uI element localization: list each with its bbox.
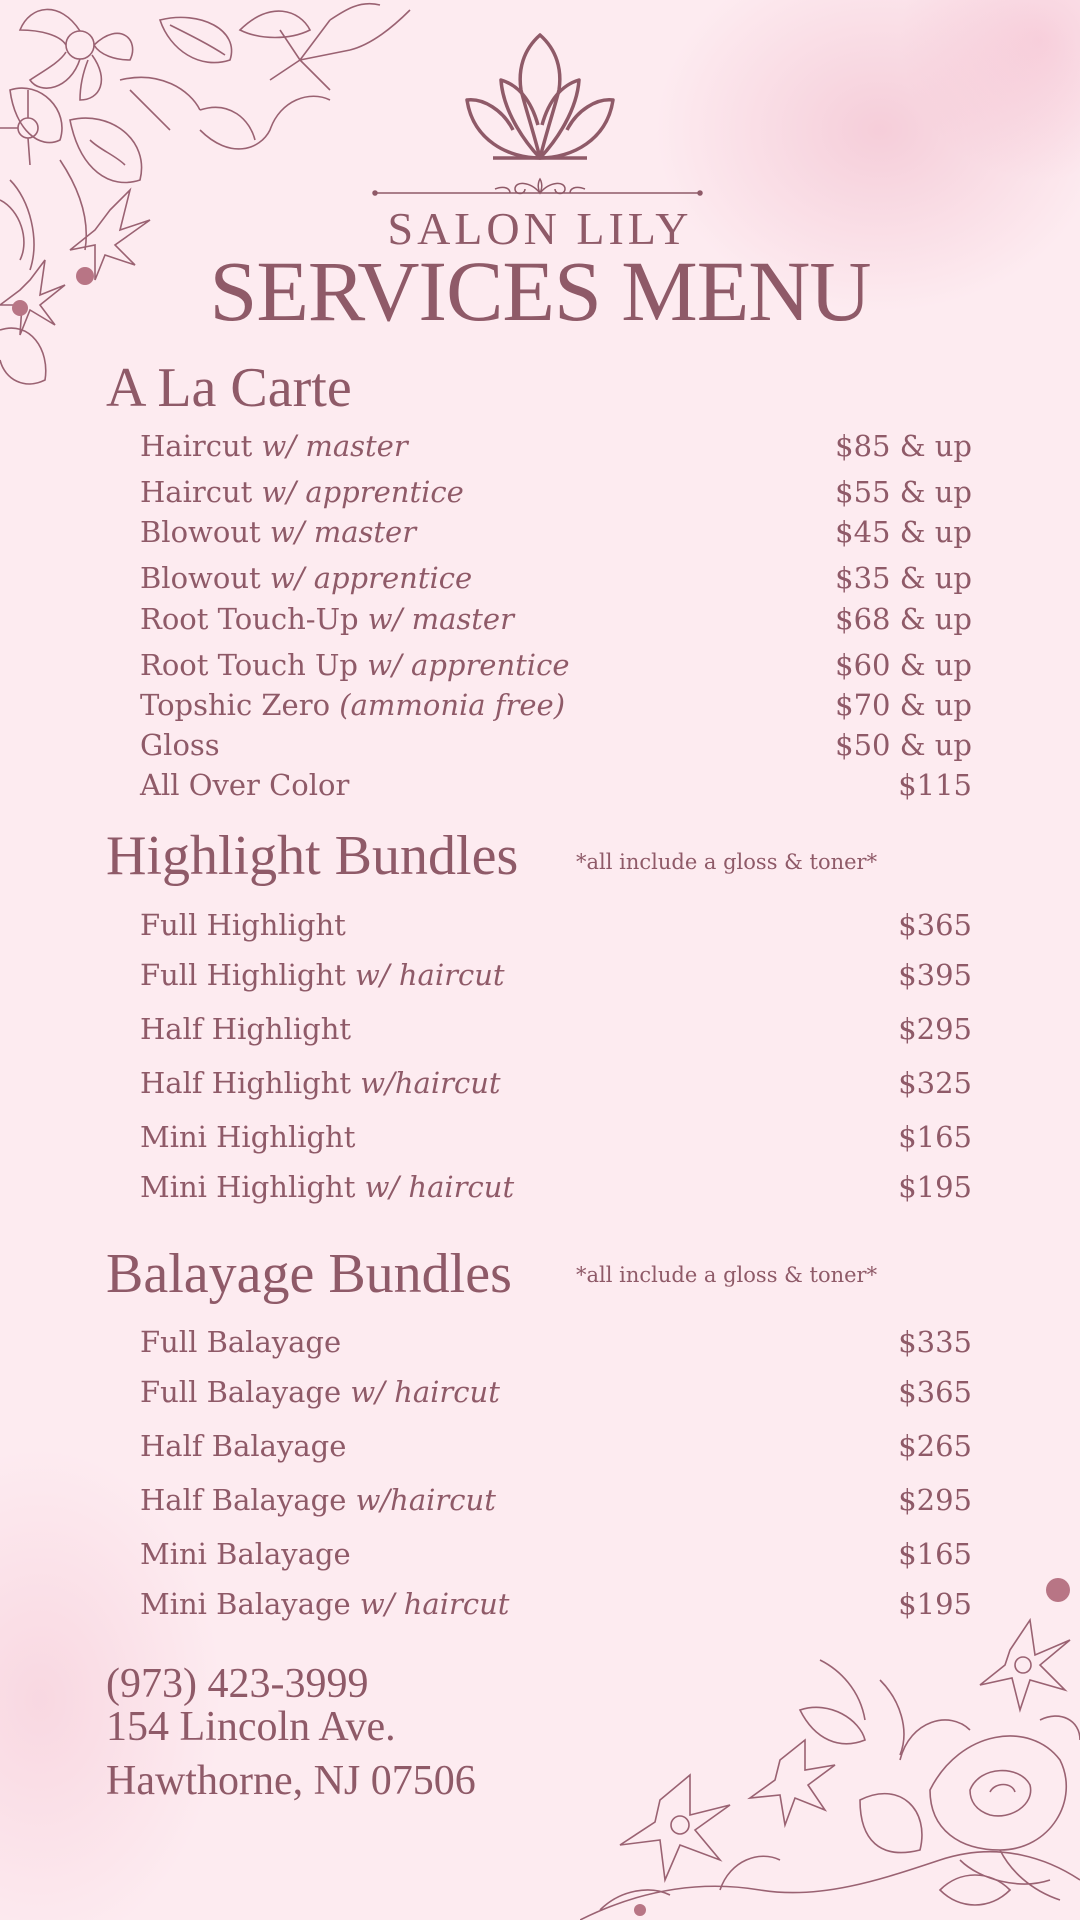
- menu-row: [140, 685, 972, 725]
- service-price: $60 & up: [835, 648, 972, 682]
- page-title: SERVICES MENU: [209, 243, 871, 339]
- menu-row: [140, 1009, 972, 1049]
- service-name: Root Touch-Up w/ master: [140, 602, 514, 636]
- service-price: $35 & up: [835, 561, 972, 595]
- service-price: $295: [898, 1483, 972, 1517]
- menu-row: [140, 645, 972, 685]
- menu-row: [140, 905, 972, 945]
- section-note: *all include a gloss & toner*: [576, 1263, 878, 1287]
- menu-row: [140, 1322, 972, 1362]
- menu-row: [140, 1426, 972, 1466]
- service-name: Full Highlight w/ haircut: [140, 958, 505, 992]
- menu-row: [140, 1167, 972, 1207]
- contact-address-line1: 154 Lincoln Ave.: [106, 1704, 396, 1750]
- service-price: $70 & up: [835, 688, 972, 722]
- service-price: $50 & up: [835, 728, 972, 762]
- service-price: $68 & up: [835, 602, 972, 636]
- service-price: $325: [898, 1066, 972, 1100]
- service-name: Mini Highlight w/ haircut: [140, 1170, 515, 1204]
- menu-row: [140, 426, 972, 466]
- section-title-a-la-carte: A La Carte: [106, 357, 352, 419]
- service-name: Mini Balayage w/ haircut: [140, 1587, 510, 1621]
- service-price: $295: [898, 1012, 972, 1046]
- contact-phone: (973) 423-3999: [106, 1661, 369, 1707]
- service-name: Haircut w/ apprentice: [140, 475, 464, 509]
- service-price: $165: [898, 1120, 972, 1154]
- section-title-highlight-bundles: Highlight Bundles: [106, 825, 519, 887]
- service-name: All Over Color: [140, 768, 350, 802]
- service-price: $55 & up: [835, 475, 972, 509]
- service-price: $365: [898, 908, 972, 942]
- menu-row: [140, 765, 972, 805]
- menu-row: [140, 1584, 972, 1624]
- service-name: Gloss: [140, 728, 220, 762]
- service-price: $45 & up: [835, 515, 972, 549]
- service-name: Topshic Zero (ammonia free): [140, 688, 566, 722]
- menu-row: [140, 1063, 972, 1103]
- service-name: Mini Highlight: [140, 1120, 356, 1154]
- menu-row: [140, 1372, 972, 1412]
- service-name: Haircut w/ master: [140, 429, 408, 463]
- service-name: Blowout w/ apprentice: [140, 561, 473, 595]
- service-price: $335: [898, 1325, 972, 1359]
- service-price: $115: [898, 768, 972, 802]
- menu-row: [140, 1534, 972, 1574]
- contact-address-line2: Hawthorne, NJ 07506: [106, 1758, 476, 1804]
- ornament-divider-icon: [370, 175, 710, 205]
- lotus-logo-icon: [463, 30, 617, 164]
- menu-row: [140, 599, 972, 639]
- service-price: $165: [898, 1537, 972, 1571]
- menu-row: [140, 725, 972, 765]
- service-name: Full Highlight: [140, 908, 346, 942]
- service-name: Full Balayage: [140, 1325, 342, 1359]
- service-name: Half Balayage: [140, 1429, 347, 1463]
- service-price: $265: [898, 1429, 972, 1463]
- section-note: *all include a gloss & toner*: [576, 850, 878, 874]
- menu-row: [140, 1480, 972, 1520]
- menu-row: [140, 472, 972, 512]
- service-price: $195: [898, 1170, 972, 1204]
- section-title-balayage-bundles: Balayage Bundles: [106, 1243, 512, 1305]
- service-name: Full Balayage w/ haircut: [140, 1375, 500, 1409]
- service-name: Half Balayage w/haircut: [140, 1483, 496, 1517]
- service-price: $85 & up: [835, 429, 972, 463]
- service-name: Half Highlight w/haircut: [140, 1066, 501, 1100]
- service-price: $395: [898, 958, 972, 992]
- service-name: Blowout w/ master: [140, 515, 417, 549]
- service-name: Root Touch Up w/ apprentice: [140, 648, 570, 682]
- service-name: Mini Balayage: [140, 1537, 351, 1571]
- menu-row: [140, 512, 972, 552]
- service-price: $195: [898, 1587, 972, 1621]
- menu-row: [140, 955, 972, 995]
- menu-row: [140, 558, 972, 598]
- salon-name: SALON LILY: [387, 203, 693, 254]
- service-price: $365: [898, 1375, 972, 1409]
- menu-row: [140, 1117, 972, 1157]
- service-name: Half Highlight: [140, 1012, 352, 1046]
